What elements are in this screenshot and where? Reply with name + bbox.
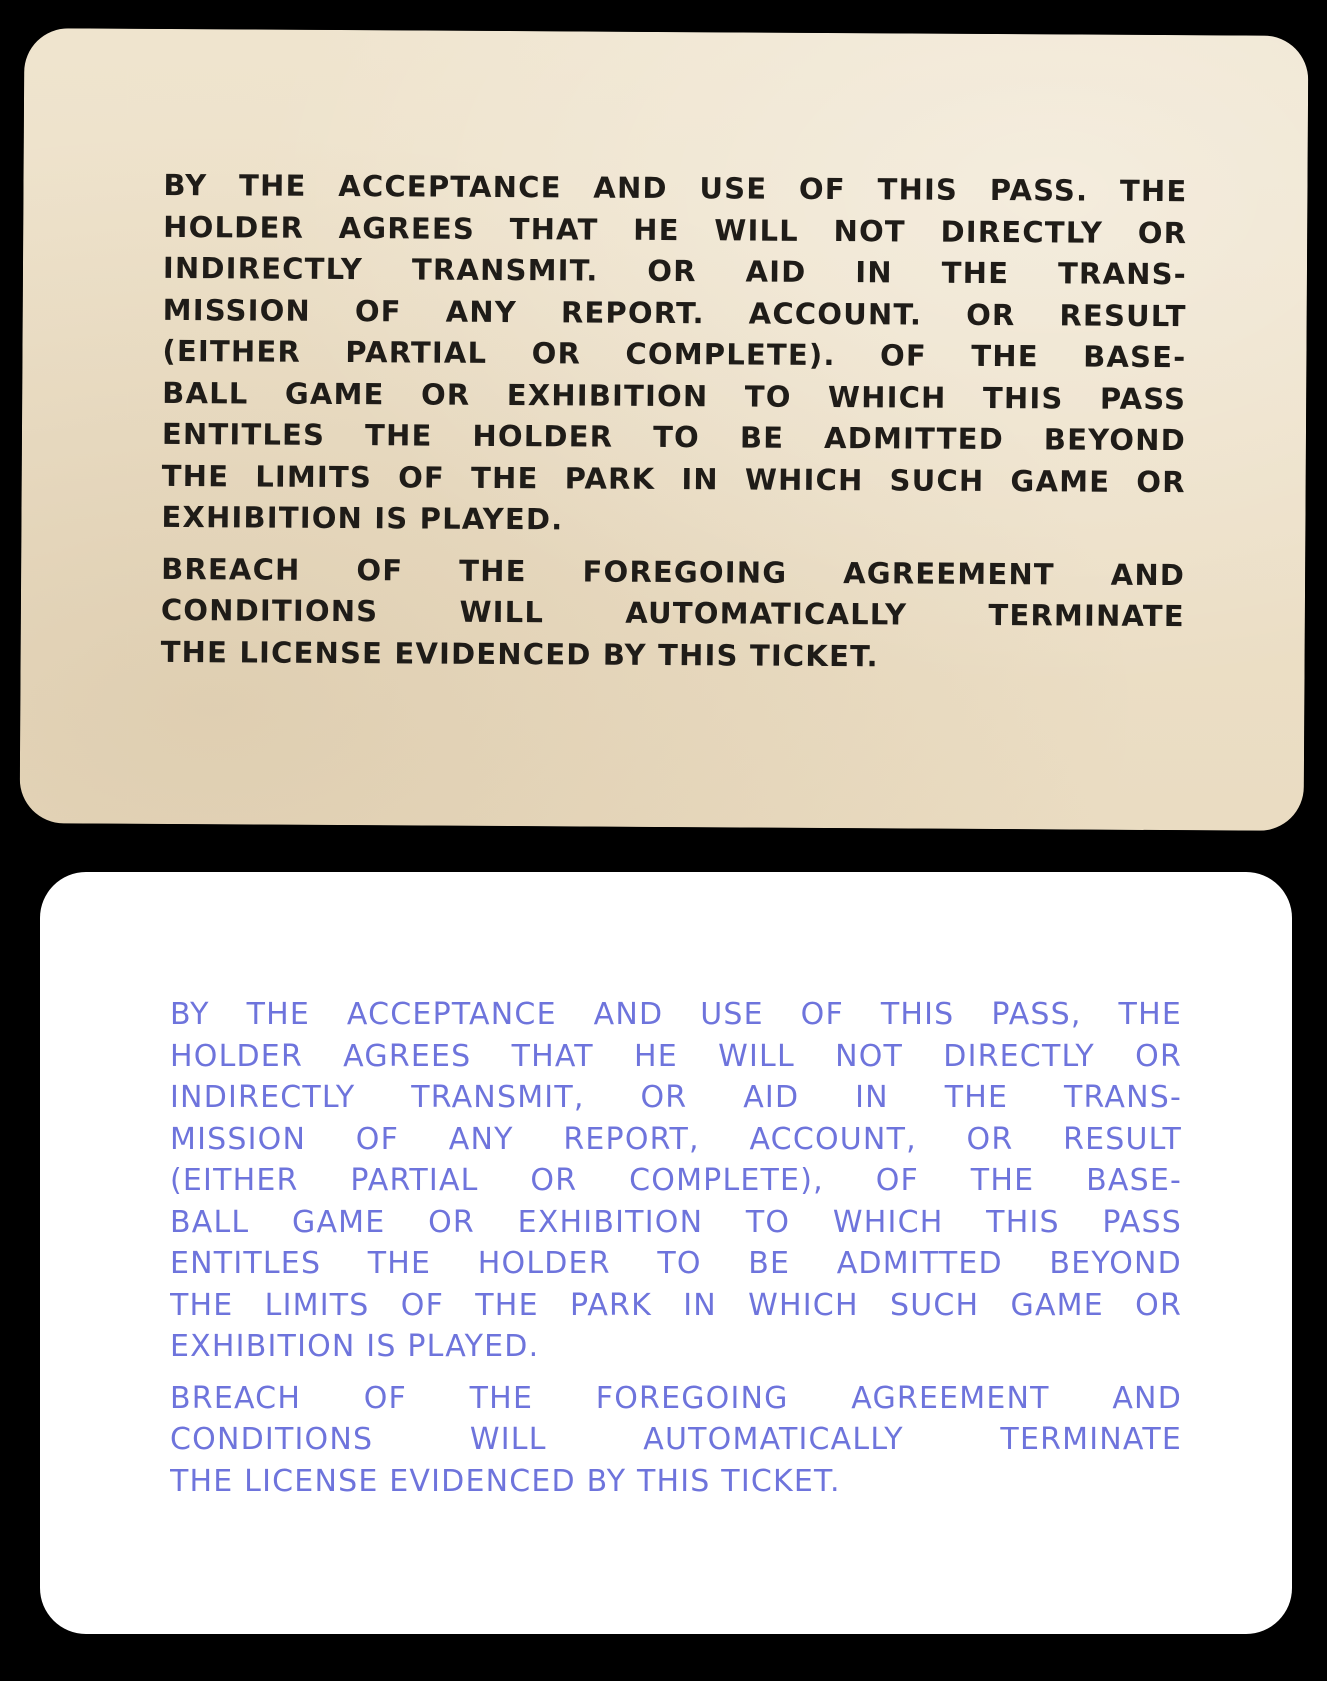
terms-line: BALL GAME OR EXHIBITION TO WHICH THIS PASS: [170, 1204, 1182, 1240]
breach-line: BREACH OF THE FOREGOING AGREEMENT AND: [161, 551, 1186, 592]
terms-line: MISSION OF ANY REPORT, ACCOUNT, OR RESULT: [170, 1121, 1182, 1157]
terms-line: INDIRECTLY TRANSMIT. OR AID IN THE TRANS-: [162, 250, 1188, 292]
terms-paragraph: [161, 165, 1187, 545]
aged-pass-card: [20, 28, 1309, 831]
breach-paragraph: [161, 548, 1186, 679]
breach-line: THE LICENSE EVIDENCED BY THIS TICKET.: [170, 1463, 841, 1499]
white-pass-card: [40, 872, 1292, 1634]
terms-line: (EITHER PARTIAL OR COMPLETE), OF THE BASE-: [170, 1163, 1182, 1198]
terms-line: THE LIMITS OF THE PARK IN WHICH SUCH GAME OR: [161, 458, 1186, 499]
pass-terms-text: [170, 994, 1182, 1502]
terms-line: INDIRECTLY TRANSMIT, OR AID IN THE TRANS-: [170, 1080, 1182, 1115]
terms-line: (EITHER PARTIAL OR COMPLETE). OF THE BASE-: [162, 333, 1187, 375]
breach-line: BREACH OF THE FOREGOING AGREEMENT AND: [170, 1380, 1182, 1416]
breach-line: CONDITIONS WILL AUTOMATICALLY TERMINATE: [170, 1422, 1182, 1457]
terms-line: BALL GAME OR EXHIBITION TO WHICH THIS PASS: [162, 375, 1187, 416]
terms-line: HOLDER AGREES THAT HE WILL NOT DIRECTLY OR: [163, 209, 1188, 250]
terms-line: EXHIBITION IS PLAYED.: [170, 1329, 540, 1364]
breach-line: THE LICENSE EVIDENCED BY THIS TICKET.: [160, 634, 879, 673]
terms-line: ENTITLES THE HOLDER TO BE ADMITTED BEYOND: [170, 1246, 1182, 1281]
pass-terms-text: [161, 165, 1188, 679]
terms-paragraph: [170, 994, 1182, 1368]
terms-line: EXHIBITION IS PLAYED.: [161, 499, 564, 537]
terms-line: THE LIMITS OF THE PARK IN WHICH SUCH GAME OR: [170, 1287, 1182, 1323]
terms-line: BY THE ACCEPTANCE AND USE OF THIS PASS, THE: [170, 997, 1182, 1032]
terms-line: HOLDER AGREES THAT HE WILL NOT DIRECTLY OR: [170, 1038, 1182, 1074]
terms-line: BY THE ACCEPTANCE AND USE OF THIS PASS. THE: [163, 167, 1188, 209]
breach-line: CONDITIONS WILL AUTOMATICALLY TERMINATE: [160, 592, 1185, 634]
terms-line: MISSION OF ANY REPORT. ACCOUNT. OR RESULT: [162, 292, 1187, 333]
terms-line: ENTITLES THE HOLDER TO BE ADMITTED BEYOND: [161, 416, 1187, 458]
breach-paragraph: [170, 1378, 1182, 1503]
